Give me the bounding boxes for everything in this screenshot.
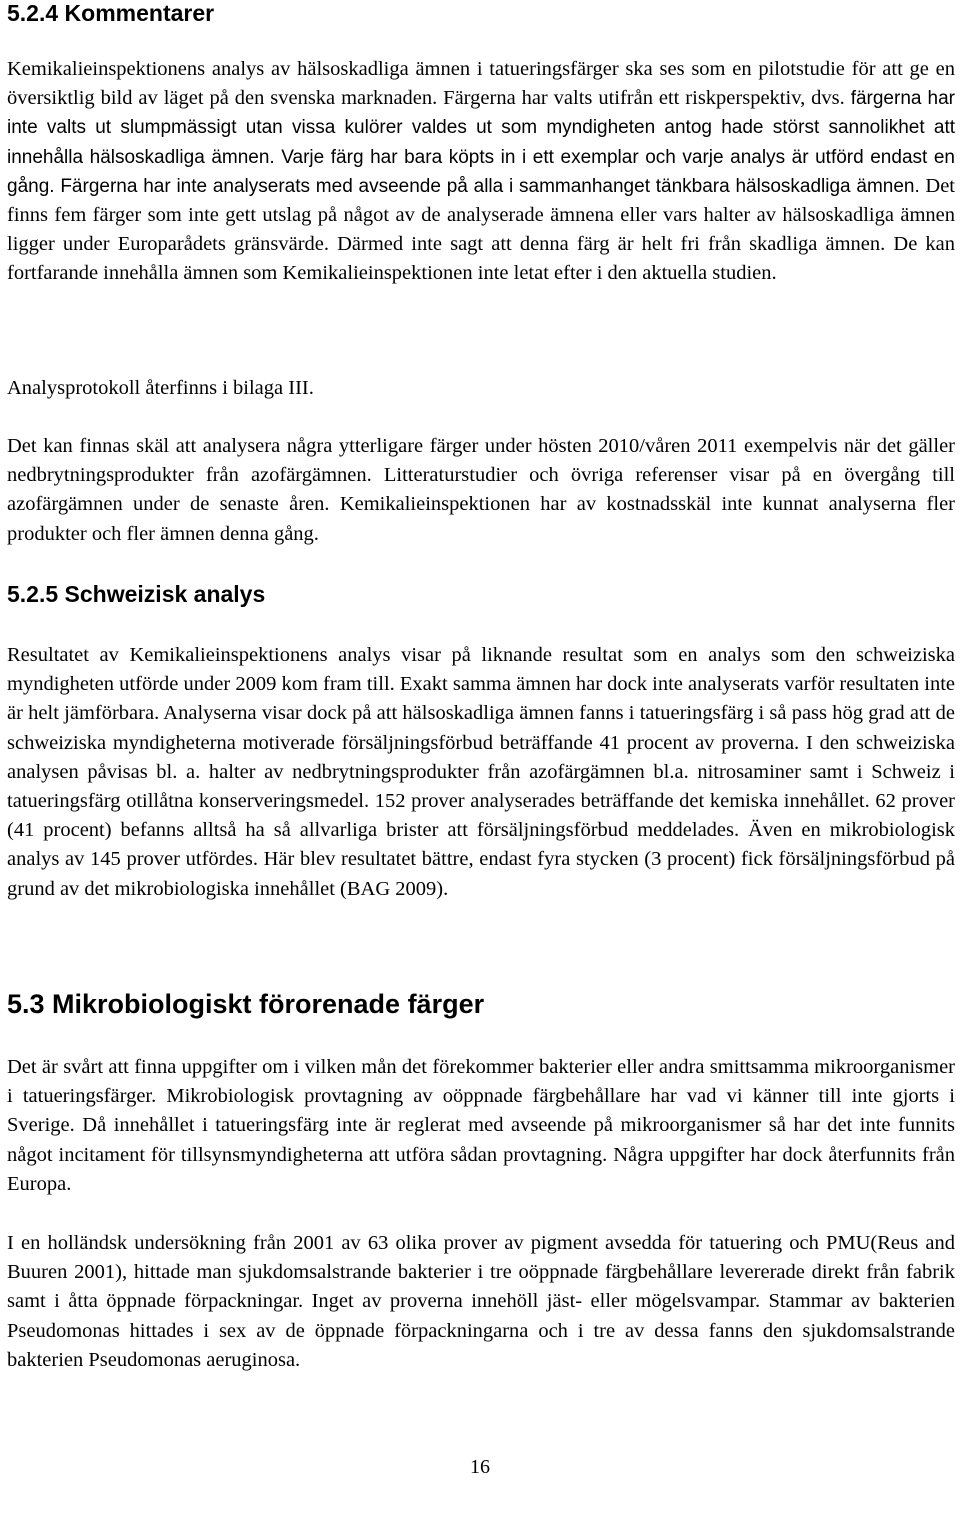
section-heading-schweizisk: 5.2.5 Schweizisk analys (7, 581, 266, 607)
section-heading-mikrobiologiskt: 5.3 Mikrobiologiskt förorenade färger (7, 989, 485, 1019)
text-sans: färgerna har inte valts ut slumpmässigt utan vissa kulörer valdes ut som myndigheten antog hade störst sannolikhet att innehålla hälsoskadliga ämnen. Varje färg har bara köpts in i ett exemplar och varje analys är utförd endast en gång. Färgerna har inte analyserats med avseende på alla i sammanhanget tänkbara hälsoskadliga ämnen. (7, 88, 955, 197)
paragraph-schweizisk-1: Resultatet av Kemikalieinspektionens analys visar på liknande resultat som en analys som den schweiziska myndigheten utförde under 2009 kom fram till. Exakt samma ämnen har dock inte analyserats varför resultaten inte är helt jämförbara. Analyserna visar dock på att hälsoskadliga ämnen fanns i tatueringsfärg i så pass hög grad att de schweiziska myndigheterna motiverade försäljningsförbud beträffande 41 procent av proverna. I den schweiziska analysen påvisas bl. a. halter av nedbrytningsprodukter från azofärgämnen bl.a. nitrosaminer samt i Schweiz i tatueringsfärg otillåtna konserveringsmedel. 152 prover analyserades beträffande det kemiska innehållet. 62 prover (41 procent) befanns alltså ha så allvarliga brister att försäljningsförbud meddelades. Även en mikrobiologisk analys av 145 prover utfördes. Här blev resultatet bättre, endast fyra stycken (3 procent) fick försäljningsförbud på grund av det mikrobiologiska innehållet (BAG 2009). (7, 644, 955, 900)
paragraph-kommentarer-1 (7, 55, 955, 289)
paragraph-mikrobiologiskt-2: I en holländsk undersökning från 2001 av 63 olika prover av pigment avsedda för tatuering och PMU(Reus and Buuren 2001), hittade man sjukdomsalstrande bakterier i tre oöppnade färgbehållare levererade direkt från fabrik samt i åtta öppnade förpackningar. Inget av proverna innehöll jäst- eller mögelsvampar. Stammar av bakterien Pseudomonas hittades i sex av de öppnade förpackningarna och i tre av dessa fanns den sjukdomsalstrande bakterien Pseudomonas aeruginosa. (7, 1232, 955, 1371)
paragraph-kommentarer-3: Det kan finnas skäl att analysera några ytterligare färger under hösten 2010/våren 2011 exempelvis när det gäller nedbrytningsprodukter från azofärgämnen. Litteraturstudier och övriga referenser visar på en övergång till azofärgämnen under de senaste åren. Kemikalieinspektionen har av kostnadsskäl inte kunnat analyserna fler produkter och fler ämnen denna gång. (7, 435, 955, 545)
section-heading-kommentarer: 5.2.4 Kommentarer (7, 0, 215, 26)
paragraph-mikrobiologiskt-1: Det är svårt att finna uppgifter om i vilken mån det förekommer bakterier eller andra smittsamma mikroorganismer i tatueringsfärger. Mikrobiologisk provtagning av oöppnade färgbehållare har vad vi känner till inte gjorts i Sverige. Då innehållet i tatueringsfärg inte är reglerat med avseende på mikroorganismer så har det inte funnits något incitament för tillsynsmyndigheterna att utföra sådan provtagning. Några uppgifter har dock återfunnits från Europa. (7, 1056, 955, 1195)
text-serif-2: Det finns fem färger som inte gett utslag på något av de analyserade ämnena eller vars halter av hälsoskadliga ämnen ligger under Europarådets gränsvärde. Därmed inte sagt att denna färg är helt fri från skadliga ämnen. De kan fortfarande innehålla ämnen som Kemikalieinspektionen inte letat efter i den aktuella studien. (7, 174, 955, 285)
text-serif: Kemikalieinspektionens analys av hälsoskadliga ämnen i tatueringsfärger ska ses som en pilotstudie för att ge en översiktlig bild av läget på den svenska marknaden. Färgerna har valts utifrån ett riskperspektiv, dvs. (7, 58, 955, 110)
page-number: 16 (470, 1456, 490, 1478)
paragraph-kommentarer-2: Analysprotokoll återfinns i bilaga III. (7, 377, 314, 399)
